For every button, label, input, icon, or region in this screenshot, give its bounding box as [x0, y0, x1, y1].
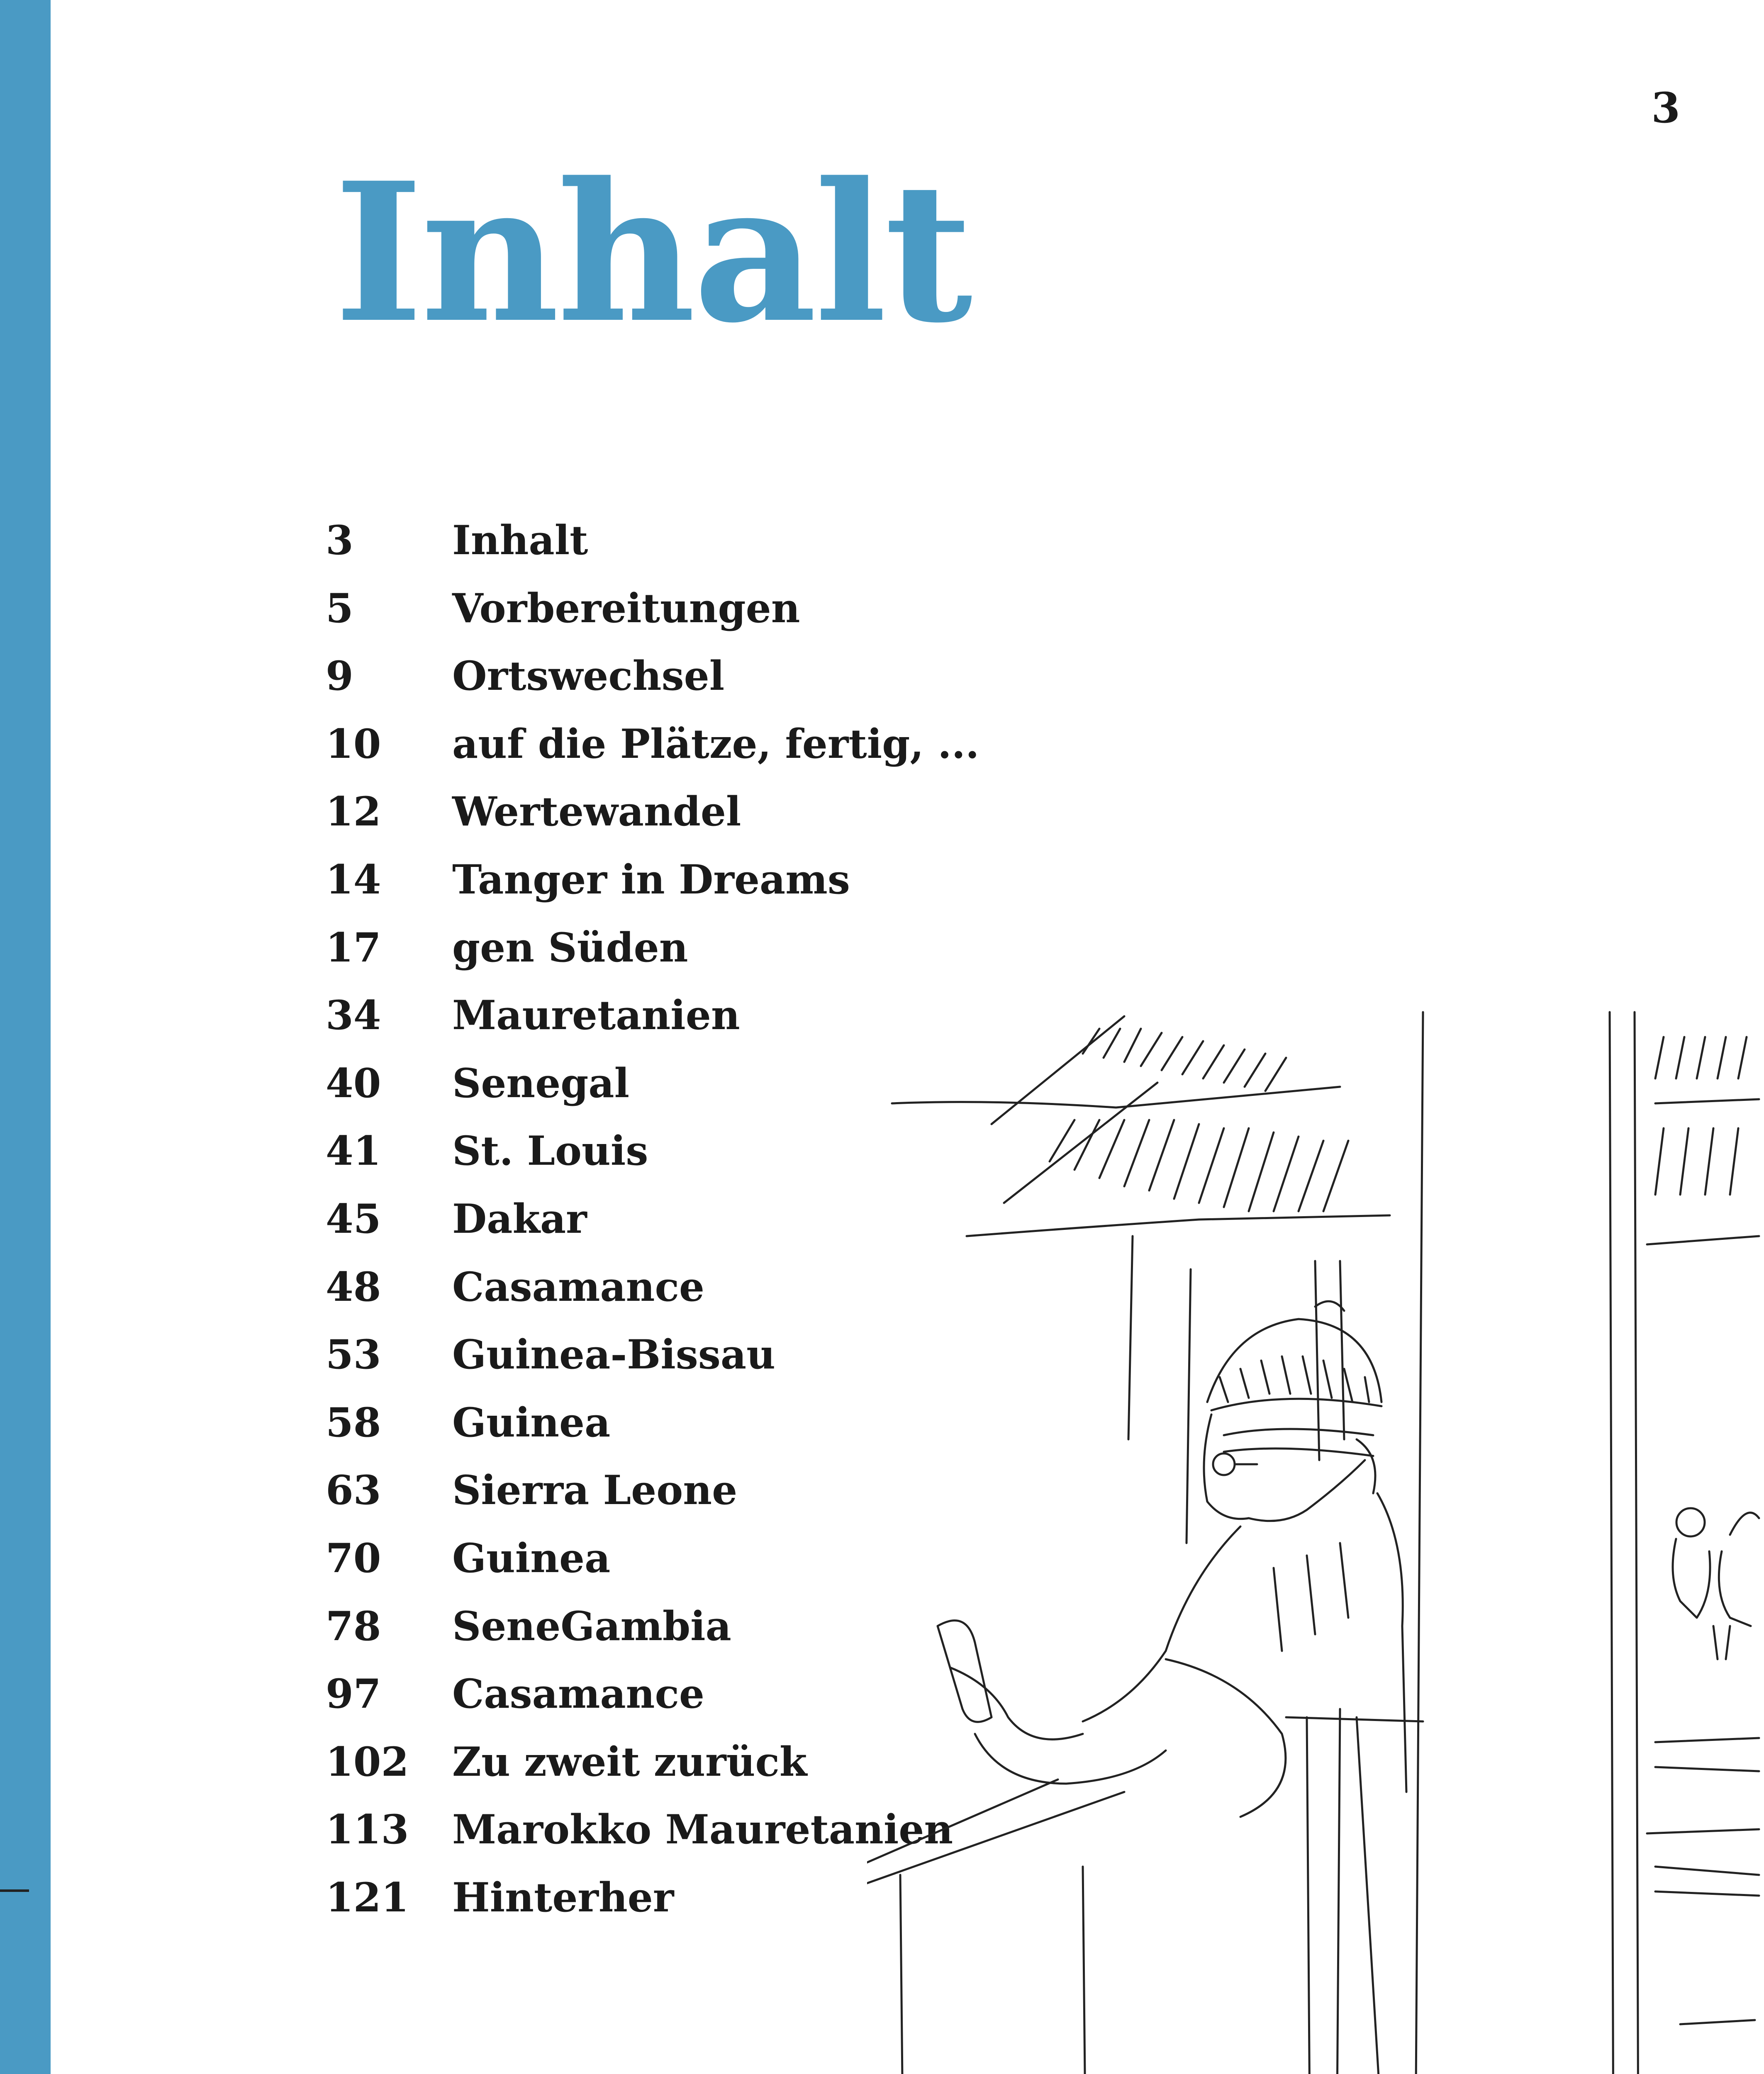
toc-page-number: 17: [326, 924, 381, 971]
toc-entry-title: Vorbereitungen: [452, 584, 800, 632]
toc-entry[interactable]: [326, 788, 906, 860]
toc-entry[interactable]: [326, 1059, 906, 1132]
toc-page-number: 113: [326, 1806, 409, 1853]
toc-page-number: 121: [326, 1874, 409, 1921]
toc-entry-title: gen Süden: [452, 924, 688, 971]
toc-entry[interactable]: [326, 1874, 906, 1946]
toc-entry[interactable]: [326, 1399, 906, 1471]
toc-page-number: 12: [326, 788, 381, 835]
toc-page-number: 70: [326, 1534, 381, 1582]
toc-entry-title: Ortswechsel: [452, 652, 725, 700]
toc-entry[interactable]: [326, 1670, 906, 1742]
toc-entry[interactable]: [326, 1467, 906, 1538]
sketch-illustration: [867, 1004, 1764, 2074]
toc-page-number: 41: [326, 1127, 381, 1175]
toc-page-number: 48: [326, 1263, 381, 1310]
toc-entry[interactable]: [326, 1602, 906, 1675]
toc-entry[interactable]: [326, 1331, 906, 1403]
toc-entry-title: Mauretanien: [452, 992, 740, 1039]
toc-page-number: 34: [326, 992, 381, 1039]
toc-page-number: 40: [326, 1059, 381, 1107]
toc-page-number: 10: [326, 720, 381, 767]
toc-page-number: 53: [326, 1331, 381, 1378]
toc-page-number: 5: [326, 584, 353, 632]
toc-entry[interactable]: [326, 1195, 906, 1267]
toc-entry-title: Guinea-Bissau: [452, 1331, 775, 1378]
toc-entry[interactable]: [326, 992, 906, 1064]
toc-entry-title: Casamance: [452, 1670, 704, 1718]
toc-entry-title: Guinea: [452, 1399, 611, 1446]
table-of-contents: [326, 517, 979, 1945]
toc-entry-title: Marokko Mauretanien: [452, 1806, 953, 1853]
toc-entry[interactable]: [326, 517, 906, 589]
toc-entry[interactable]: [326, 1738, 906, 1810]
toc-page-number: 45: [326, 1195, 381, 1242]
toc-entry-title: Senegal: [452, 1059, 630, 1107]
toc-page-number: 14: [326, 856, 381, 903]
toc-entry[interactable]: [326, 720, 979, 792]
toc-page-number: 9: [326, 652, 353, 700]
toc-entry-title: Tanger in Dreams: [452, 856, 850, 903]
toc-entry[interactable]: [326, 1534, 906, 1607]
toc-page-number: 3: [326, 517, 353, 564]
toc-entry-title: St. Louis: [452, 1127, 648, 1175]
page-number: 3: [1651, 83, 1680, 132]
toc-entry[interactable]: [326, 1806, 953, 1878]
toc-entry[interactable]: [326, 1263, 906, 1335]
toc-entry-title: SeneGambia: [452, 1602, 731, 1650]
toc-entry[interactable]: [326, 924, 906, 996]
toc-entry-title: auf die Plätze, fertig, ...: [452, 720, 979, 767]
toc-entry[interactable]: [326, 1127, 906, 1199]
accent-sidebar-bar: [0, 0, 51, 2074]
toc-entry[interactable]: [326, 652, 906, 724]
toc-entry-title: Casamance: [452, 1263, 704, 1310]
toc-entry[interactable]: [326, 856, 906, 928]
toc-page-number: 102: [326, 1738, 409, 1785]
toc-page-number: 63: [326, 1467, 381, 1514]
toc-entry-title: Dakar: [452, 1195, 587, 1242]
toc-entry-title: Inhalt: [452, 517, 588, 564]
toc-page-number: 58: [326, 1399, 381, 1446]
toc-entry-title: Hinterher: [452, 1874, 674, 1921]
toc-page-number: 78: [326, 1602, 381, 1650]
toc-page-number: 97: [326, 1670, 381, 1718]
page-title: Inhalt: [334, 141, 970, 365]
toc-entry[interactable]: [326, 584, 906, 657]
toc-entry-title: Sierra Leone: [452, 1467, 738, 1514]
toc-entry-title: Wertewandel: [452, 788, 741, 835]
toc-entry-title: Guinea: [452, 1534, 611, 1582]
margin-mark: [0, 1889, 29, 1892]
toc-entry-title: Zu zweit zurück: [452, 1738, 807, 1785]
